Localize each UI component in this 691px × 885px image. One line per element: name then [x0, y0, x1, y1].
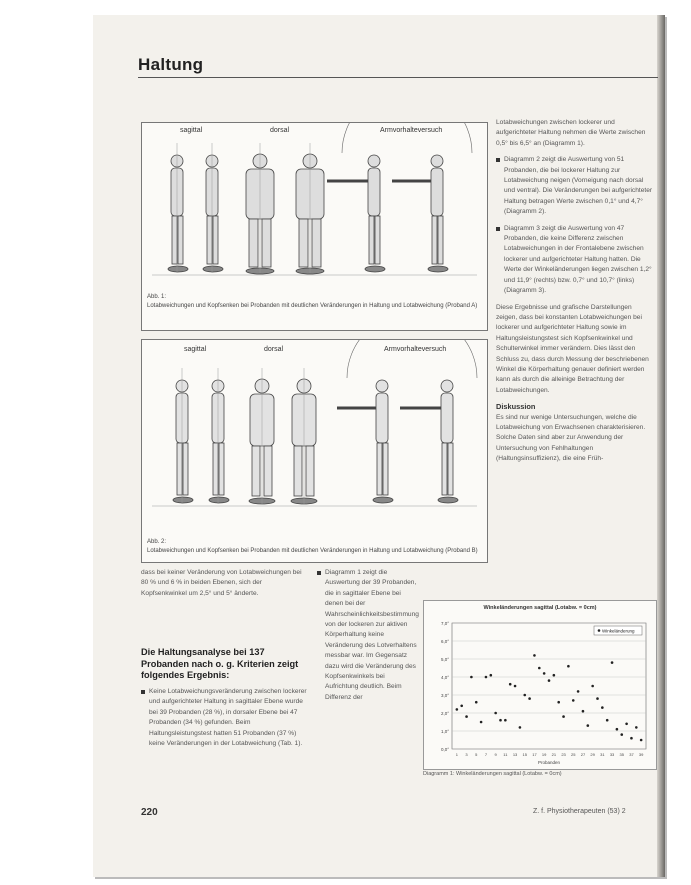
figure-2-view-label-sagittal: sagittal: [184, 346, 207, 353]
chart-y-tick-label: 6,0°: [440, 639, 449, 644]
chart-data-point: [635, 726, 638, 729]
chart-data-point: [543, 672, 546, 675]
chart-x-tick-label: 31: [600, 752, 605, 757]
chart-data-point: [630, 737, 633, 740]
chart-data-point: [611, 661, 614, 664]
left-column-top: [141, 568, 306, 605]
figure-2-caption-label: Abb. 2:: [147, 539, 167, 545]
chart-data-point: [494, 712, 497, 715]
chart-title: Winkeländerungen sagittal (Lotabw. = 0cm): [483, 605, 597, 611]
figure-1-person-arm-test-b: [392, 155, 448, 272]
figure-1: [141, 122, 488, 331]
right-column: [496, 118, 654, 471]
figure-1-caption-text: Lotabweichungen und Kopfsenken bei Probanden mit deutlichen Veränderungen in Haltung und Lotabweichung (Proband A): [147, 303, 478, 309]
chart-data-point: [519, 726, 522, 729]
chart-data-point: [562, 715, 565, 718]
figure-1-illustration: [142, 123, 487, 330]
book-spine-shadow: [657, 15, 665, 877]
chart-data-point: [596, 697, 599, 700]
chart-data-point: [572, 699, 575, 702]
figure-2-person-sagittal-b: [209, 380, 229, 503]
figure-1-view-label-arm-test: Armvorhalteversuch: [380, 127, 443, 134]
figure-1-view-label-dorsal: dorsal: [270, 127, 290, 134]
page: [93, 15, 665, 877]
chart-data-point: [470, 676, 473, 679]
chart-data-point: [504, 719, 507, 722]
figure-2: [141, 339, 488, 563]
right-paragraph-1: Lotabweichungen zwischen lockerer und aufgerichteter Haltung nehmen die Werte zwischen 0,5° bis 6,5° an (Diagramm 1).: [496, 119, 646, 147]
right-paragraph-2: Diese Ergebnisse und grafische Darstellungen zeigen, dass bei konstanten Lotabweichungen bei lockerer und aufgerichteter Haltung sowie im Haltungsleistungstest sich Kopfsenkwinkel und Schulterwinkel immer verändern. Dies lässt den Schluss zu, dass durch Messung der beschriebenen Winkel die Körperhaltung genauer definiert werden kann als durch die alleinige Betrachtung der Lotabweichungen.: [496, 303, 649, 394]
journal-footer: Z. f. Physiotherapeuten (53) 2: [533, 808, 626, 815]
chart-x-tick-label: 35: [619, 752, 624, 757]
figure-1-view-label-sagittal: sagittal: [180, 127, 203, 134]
chart-y-tick-label: 3,0°: [440, 693, 449, 698]
section-heading: Die Haltungsanalyse bei 137 Probanden nach o. g. Kriterien zeigt folgendes Ergebnis:: [141, 647, 299, 680]
chart-data-point: [582, 710, 585, 713]
chart-x-tick-label: 29: [590, 752, 595, 757]
chart-data-point: [475, 701, 478, 704]
chart-data-point: [620, 733, 623, 736]
right-bullet-1: Diagramm 2 zeigt die Auswertung von 51 Probanden, die bei lockerer Haltung zur Lotabweichung neigen (Vorneigung nach dorsal und ventral). Die Veränderungen bei aufgerichteter Haltung betragen Werte zwischen 0,1° und 4,7° (Diagramm 2).: [496, 155, 654, 217]
chart-data-point: [499, 719, 502, 722]
figure-1-person-sagittal-a: [168, 155, 188, 272]
chart-plot: [424, 601, 656, 769]
chart-data-point: [553, 674, 556, 677]
figure-2-person-sagittal-a: [173, 380, 193, 503]
chart-x-tick-label: 7: [484, 752, 488, 757]
page-title: Haltung: [138, 55, 204, 74]
chart-data-point: [606, 719, 609, 722]
figure-2-person-arm-test-a: [337, 380, 393, 503]
chart-data-point: [514, 685, 517, 688]
figure-2-view-label-dorsal: dorsal: [264, 346, 284, 353]
figure-1-person-arm-test-a: [327, 155, 385, 272]
chart-data-point: [456, 708, 459, 711]
diagram-1: [423, 600, 657, 770]
left-column-bottom: [141, 687, 309, 755]
chart-data-point: [557, 701, 560, 704]
chart-data-point: [490, 674, 493, 677]
chart-x-tick-label: 27: [580, 752, 586, 757]
middle-column: [317, 568, 419, 709]
right-bullet-2: Diagramm 3 zeigt die Auswertung von 47 Probanden, die keine Differenz zwischen Lotabweichungen in der Frontalebene zwischen lockerer und aufgerichteter Haltung hatten. Die Werte der Winkeländerungen liegen zwischen 1,2° und 11,9° (rechts) bzw. 0,7° und 10,7° (links) (Diagramm 3).: [496, 224, 654, 297]
figure-2-illustration: [142, 340, 487, 562]
chart-data-point: [567, 665, 570, 668]
figure-2-view-label-arm-test: Armvorhalteversuch: [384, 346, 447, 353]
chart-data-point: [480, 721, 483, 724]
figure-1-person-sagittal-b: [203, 155, 223, 272]
chart-x-tick-label: 9: [494, 752, 497, 757]
chart-legend-label: Winkeländerung: [602, 628, 635, 634]
chart-data-point: [640, 739, 643, 742]
chart-data-point: [528, 697, 531, 700]
chart-data-point: [485, 676, 488, 679]
chart-data-point: [523, 694, 526, 697]
chart-data-point: [509, 683, 512, 686]
chart-data-point: [533, 654, 536, 657]
page-number: 220: [141, 807, 158, 818]
chart-y-tick-label: 5,0°: [440, 657, 449, 662]
chart-data-point: [538, 667, 541, 670]
chart-data-point: [587, 724, 590, 727]
chart-x-tick-label: 17: [532, 752, 537, 757]
chart-x-tick-label: 1: [455, 752, 458, 757]
chart-data-point: [616, 728, 619, 731]
chart-y-tick-label: 7,0°: [440, 621, 449, 626]
chart-caption: Diagramm 1: Winkeländerungen sagittal (Lotabw. = 0cm): [423, 771, 562, 777]
figure-1-caption-label: Abb. 1:: [147, 294, 167, 300]
chart-y-tick-label: 1,0°: [440, 729, 449, 734]
chart-x-axis-label: Probanden: [537, 760, 561, 765]
chart-data-point: [465, 715, 468, 718]
chart-data-point: [601, 706, 604, 709]
chart-y-tick-label: 4,0°: [440, 675, 449, 680]
chart-y-tick-label: 0,0°: [440, 747, 449, 752]
chart-x-tick-label: 33: [609, 752, 615, 757]
right-paragraph-3: Es sind nur wenige Untersuchungen, welche die Lotabweichung von Erwachsenen charakterisieren. Solche Daten sind aber zur Anwendung der Untersuchung von Fehlhaltungen (Haltungsinsuffizienz), die eine Früh-: [496, 413, 646, 463]
chart-data-point: [625, 723, 628, 726]
chart-x-tick-label: 21: [551, 752, 557, 757]
figure-2-person-arm-test-b: [400, 380, 458, 503]
middle-bullet-1: Diagramm 1 zeigt die Auswertung der 39 Probanden, die in sagittaler Ebene bei denen bei der Wahrscheinlichkeitsbestimmung von der lockeren zur aktiven Körperhaltung keine Veränderung des Lotverhaltens messbar war. Im Gegensatz dazu wird die Veränderung des Kopfsenkwinkels bei Aufrichtung deutlich. Beim Differenz der: [317, 568, 419, 703]
chart-x-tick-label: 3: [465, 752, 468, 757]
chart-y-tick-label: 2,0°: [440, 711, 449, 716]
chart-data-point: [577, 690, 580, 693]
left-bullet-1: Keine Lotabweichungsveränderung zwischen lockerer und aufgerichteter Haltung in sagittaler Ebene wurde bei 39 Probanden (28 %), in dorsaler Ebene bei 47 Probanden (34 %) gefunden. Beim Haltungsleistungstest hatten 51 Probanden (37 %) keine Veränderungen in der Lotabweichung (Tab. 1).: [141, 687, 309, 749]
figure-2-caption-text: Lotabweichungen und Kopfsenken bei Probanden mit deutlichen Veränderungen in Haltung und Lotabweichung (Proband B): [147, 548, 478, 554]
chart-x-tick-label: 25: [571, 752, 576, 757]
chart-x-tick-label: 5: [475, 752, 478, 757]
chart-x-tick-label: 19: [541, 752, 547, 757]
page-header: [138, 53, 658, 78]
chart-x-tick-label: 23: [561, 752, 566, 757]
chart-x-tick-label: 15: [522, 752, 527, 757]
chart-x-tick-label: 13: [512, 752, 518, 757]
chart-x-tick-label: 37: [629, 752, 634, 757]
chart-data-point: [460, 705, 463, 708]
chart-legend-marker: [598, 629, 601, 632]
chart-x-tick-label: 39: [638, 752, 644, 757]
left-paragraph-1: dass bei keiner Veränderung von Lotabweichungen bei 80 % und 6 % in beiden Ebenen, sich der Kopfsenkwinkel um 2,5° und 5° änderte.: [141, 569, 302, 597]
discussion-heading: Diskussion: [496, 402, 536, 412]
chart-data-point: [548, 679, 551, 682]
chart-x-tick-label: 11: [503, 752, 508, 757]
chart-data-point: [591, 685, 594, 688]
